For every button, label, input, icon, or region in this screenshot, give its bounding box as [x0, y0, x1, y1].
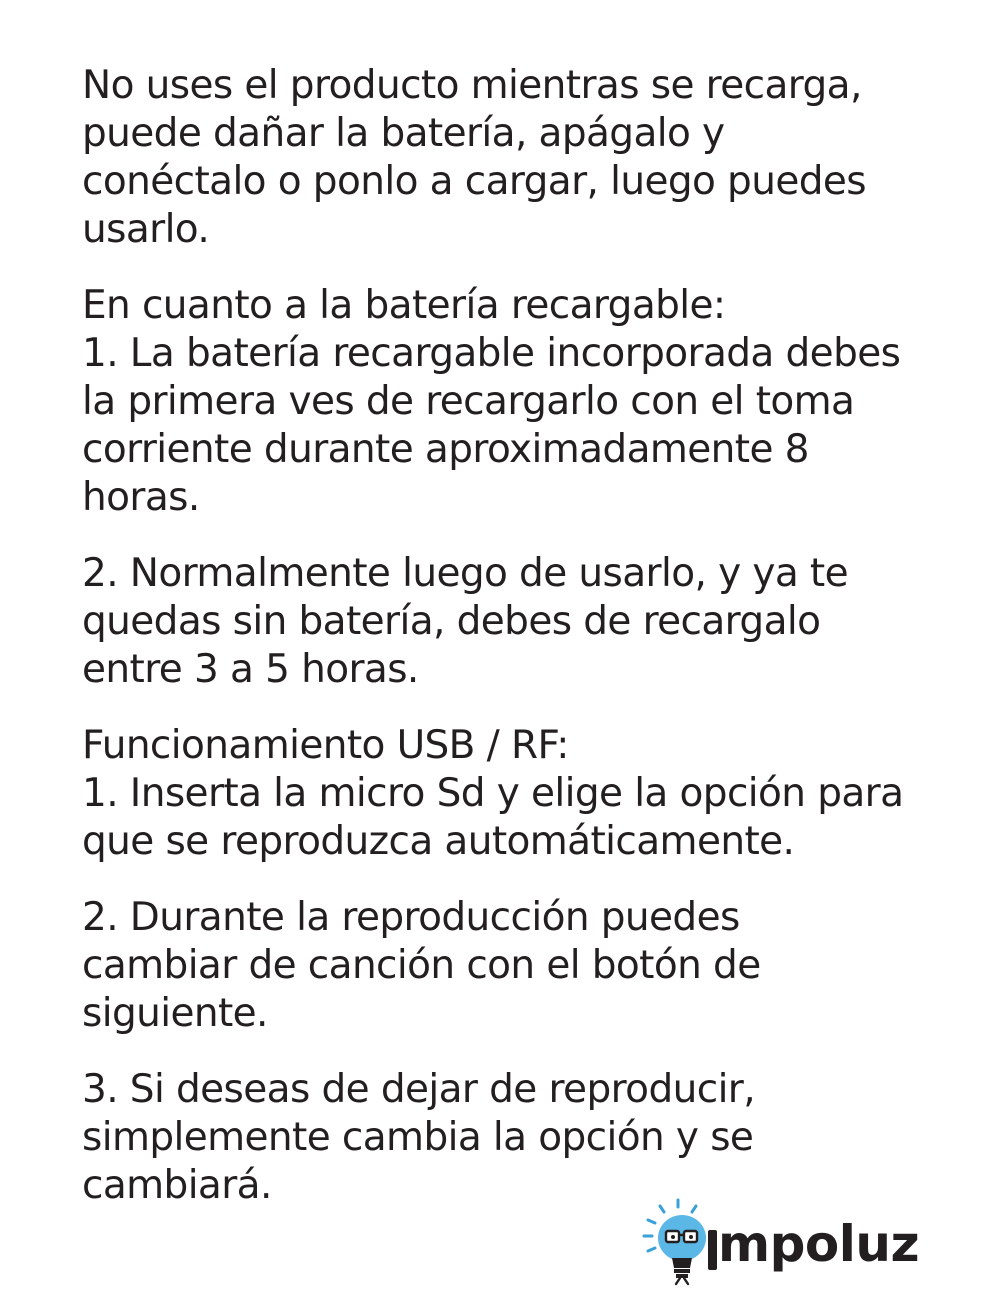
- paragraph-charging-warning: [82, 62, 962, 254]
- text-line: simplemente cambia la opción y se: [82, 1115, 754, 1160]
- text-line: usarlo.: [82, 207, 210, 252]
- text-line: 2. Durante la reproducción puedes: [82, 895, 740, 940]
- paragraph-battery-normal-charge: [82, 550, 962, 694]
- text-line: 1. Inserta la micro Sd y elige la opción para: [82, 771, 904, 816]
- text-line: entre 3 a 5 horas.: [82, 647, 419, 692]
- text-line: En cuanto a la batería recargable:: [82, 283, 726, 328]
- text-line: 2. Normalmente luego de usarlo, y ya te: [82, 551, 849, 596]
- text-line: la primera ves de recargarlo con el toma: [82, 379, 855, 424]
- text-line: No uses el producto mientras se recarga,: [82, 63, 862, 108]
- paragraph-usb-rf-insert: [82, 722, 962, 866]
- impoluz-logo: [636, 1196, 936, 1286]
- paragraph-usb-rf-stop: [82, 1066, 962, 1210]
- text-line: que se reproduzca automáticamente.: [82, 819, 795, 864]
- instructions-document: [82, 62, 962, 1238]
- text-line: quedas sin batería, debes de recargalo: [82, 599, 821, 644]
- text-line: siguiente.: [82, 991, 268, 1036]
- text-line: 1. La batería recargable incorporada debes: [82, 331, 901, 376]
- paragraph-battery-first-charge: [82, 282, 962, 522]
- lightbulb-mascot-icon: [636, 1196, 718, 1286]
- text-line: corriente durante aproximadamente 8: [82, 427, 809, 472]
- logo-wordmark: mpoluz: [718, 1215, 920, 1273]
- text-line: puede dañar la batería, apágalo y: [82, 111, 725, 156]
- text-line: cambiará.: [82, 1163, 272, 1208]
- text-line: horas.: [82, 475, 200, 520]
- text-line: 3. Si deseas de dejar de reproducir,: [82, 1067, 756, 1112]
- text-line: Funcionamiento USB / RF:: [82, 723, 569, 768]
- text-line: cambiar de canción con el botón de: [82, 943, 761, 988]
- text-line: conéctalo o ponlo a cargar, luego puedes: [82, 159, 866, 204]
- paragraph-usb-rf-next-song: [82, 894, 962, 1038]
